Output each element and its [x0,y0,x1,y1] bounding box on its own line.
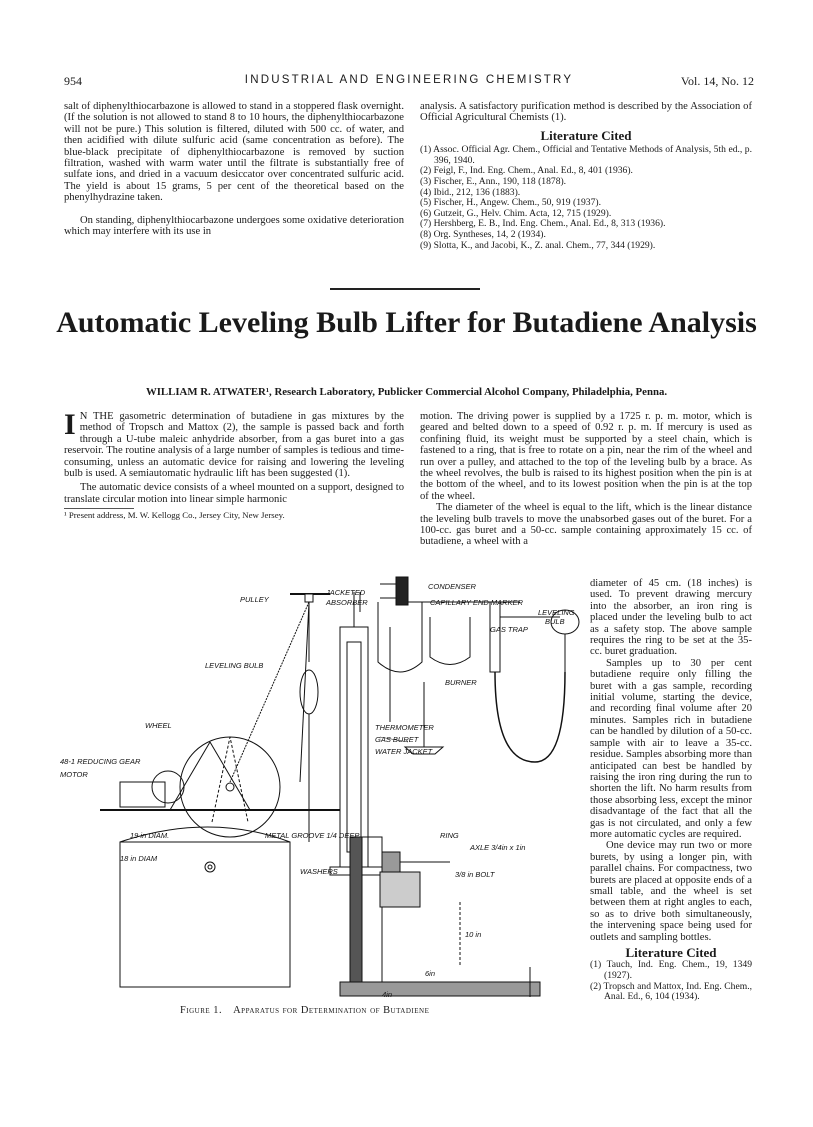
narrow-paragraph-1: diameter of 45 cm. (18 inches) is used. To prevent drawing mercury into the absorber, an iron ring is placed under the leveling bulb to act as a safety stop. The above sample requires the ring to be set at the 35-cc. buret graduation. [590,578,752,658]
figure-caption-text: Apparatus for Determination of Butadiene [233,1005,430,1016]
reference-item: (6) Gutzeit, G., Helv. Chim. Acta, 12, 715 (1929). [420,207,612,219]
running-header [64,74,754,92]
reference-item: (1) Assoc. Official Agr. Chem., Official and Tentative Methods of Analysis, 5th ed., p. 396, 1940. [420,144,752,166]
label-pulley: PULLEY [240,595,269,604]
label-water-jacket: WATER JACKET [375,747,433,756]
reference-item: (1) Tauch, Ind. Eng. Chem., 19, 1349 (1927). [590,959,752,981]
prev-paragraph-1: salt of diphenylthiocarbazone is allowed to stand in a stoppered flask overnight. (If the solution is not allowed to stand 8 to 10 hours, the diphenylthiocarbazone will not be pure.) This solution is filtered, diluted with 500 cc. of water, and then acidified with dilute sulfuric acid (same concentration as before). The blue-black precipitate of diphenylthiocarbazone is removed by suction filtration, washed with warm water until the filtrate is substantially free of sulfate ions, and dried in a vacuum desiccator over concentrated sulfuric acid. The yield is about 15 grams, 5 per cent of the theoretical based on the phenylhydrazine taken. [64,101,404,204]
prev-paragraph-2: On standing, diphenylthiocarbazone undergoes some oxidative deterioration which may interfere with its use in [64,214,404,238]
label-metal-groove: METAL GROOVE 1/4 DEEP [265,831,360,840]
label-10in: 10 in [465,930,482,939]
label-axle: AXLE 3/4in x 1in [470,843,526,852]
journal-name: INDUSTRIAL AND ENGINEERING CHEMISTRY [244,74,574,86]
label-jacketed: JACKETED [326,588,366,597]
label-gas-buret: GAS BURET [375,735,419,744]
reference-item: (2) Tropsch and Mattox, Ind. Eng. Chem., Anal. Ed., 6, 104 (1934). [590,980,752,1003]
drop-cap: I [64,408,76,441]
label-19in-diam: 19 in DIAM. [130,831,170,840]
reference-item: (8) Org. Syntheses, 14, 2 (1934). [420,228,546,240]
prev-literature-title: Literature Cited [540,127,632,143]
volume-info: Vol. 14, No. 12 [680,74,754,88]
narrow-paragraph-3: One device may run two or more burets, by using a longer pin, with parallel chains. For compactness, two burets are placed at opposite ends of a small table, and the wheel is set between them at right angles to each, so as to drive both simultaneously, the intervening space being used for outlets and sampling bottles. [590,840,752,943]
label-condenser: CONDENSER [428,582,476,591]
footnote-rule [64,508,134,509]
label-motor: MOTOR [60,770,88,779]
device-paragraph: The automatic device consists of a wheel mounted on a support, designed to translate circular motion into linear simple harmonic [64,482,404,505]
label-bolt: 3/8 in BOLT [455,870,495,879]
reference-list [590,960,752,1002]
article-left-column [64,408,404,522]
label-burner: BURNER [445,678,477,687]
narrow-paragraph-2: Samples up to 30 per cent butadiene require only filling the buret with a gas sample, recording initial volume, starting the device, and recording final volume after 20 minutes. Samples rich in butadiene can be handled by dilution of a 50-cc. sample with air to leave a 35-cc. residue. Samples absorbing more than anticipated can best be handled by raising the iron ring during the run to shorten the lift. No harm results from those absorbing less, except the minor disadvantage of the fact that all the gas is not circulated, and only a few more automatic cycles are required. [590,657,752,840]
reference-item: (4) Ibid., 212, 136 (1883). [420,186,521,198]
diameter-paragraph: The diameter of the wheel is equal to the lift, which is the linear distance the leveling bulb travels to move the unabsorbed gases out of the buret. For a 100-cc. gas buret and a 50-cc. sample containing approximately 15 cc. of butadiene, a wheel with a [420,502,752,548]
reference-item: (5) Fischer, H., Angew. Chem., 50, 919 (1937). [420,197,601,209]
label-4in: 4in [382,990,393,999]
label-reducing-gear: 48-1 REDUCING GEAR [60,757,141,766]
page-number: 954 [64,74,82,88]
label-leveling-bulb: LEVELING BULB [205,661,264,670]
label-6in: 6in [425,969,436,978]
label-18in-diam: 18 in DIAM [120,854,158,863]
article-narrow-column [590,578,752,1003]
prev-reference-list [420,145,752,251]
footnote: ¹ Present address, M. W. Kellogg Co., Jersey City, New Jersey. [64,510,285,521]
label-leveling-right: LEVELING [538,608,575,617]
apparatus-figure [60,572,590,1002]
prev-article-left-column [64,101,404,237]
figure-caption-prefix: Figure 1. [180,1005,223,1016]
reference-item: (9) Slotta, K., and Jacobi, K., Z. anal. Chem., 77, 344 (1929). [420,239,656,251]
reference-item: (2) Feigl, F., Ind. Eng. Chem., Anal. Ed., 8, 401 (1936). [420,165,633,177]
label-absorber: ABSORBER [326,598,368,607]
motion-paragraph: motion. The driving power is supplied by a 1725 r. p. m. motor, which is geared and belted down to a speed of 0.92 r. p. m. If mercury is used as confining fluid, its weight must be supported by a steel chain, which is fastened to a ring, that is free to rotate on a pin, near the rim of the wheel and run over a pulley, and attached to the top of the leveling bulb by a brace. As the wheel revolves, the bulb is raised to its highest position when the pin is at the bottom of the wheel, and to its lowest position when the pin is at the top of the wheel. [420,411,752,502]
label-bulb-right: BULB [545,617,565,626]
intro-text: N THE gasometric determination of butadiene in gas mixtures by the method of Tropsch and Mattox (2), the sample is passed back and forth through a U-tube maleic anhydride absorber, from a gas buret into a gas reservoir. The routine analysis of a large number of samples is tedious and time-consuming, unless an automatic device for raising and lowering the leveling bulb is used. A semiautomatic hydraulic lift has been suggested (1). [64,411,404,480]
figure-caption [180,1005,490,1016]
prev-paragraph-3: analysis. A satisfactory purification method is described by the Association of Official Agricultural Chemists (1). [420,101,752,124]
reference-item: (3) Fischer, E., Ann., 190, 118 (1878). [420,176,567,187]
article-right-column [420,411,752,548]
prev-article-right-column [420,101,752,251]
section-divider [330,288,480,290]
label-washers: WASHERS [300,867,338,876]
literature-title: Literature Cited [625,945,717,960]
label-thermometer: THERMOMETER [375,723,434,732]
label-capillary: CAPILLARY END MARKER [430,598,523,607]
label-wheel: WHEEL [145,721,172,730]
label-ring: RING [440,831,459,840]
article-byline: WILLIAM R. ATWATER¹, Research Laboratory, Publicker Commercial Alcohol Company, Philadelphia, Penna. [145,386,668,398]
reference-item: (7) Hershberg, E. B., Ind. Eng. Chem., Anal. Ed., 8, 313 (1936). [420,218,666,230]
label-gas-trap: GAS TRAP [490,625,528,634]
intro-paragraph [64,408,404,480]
article-title: Automatic Leveling Bulb Lifter for Butadiene Analysis [56,306,757,339]
